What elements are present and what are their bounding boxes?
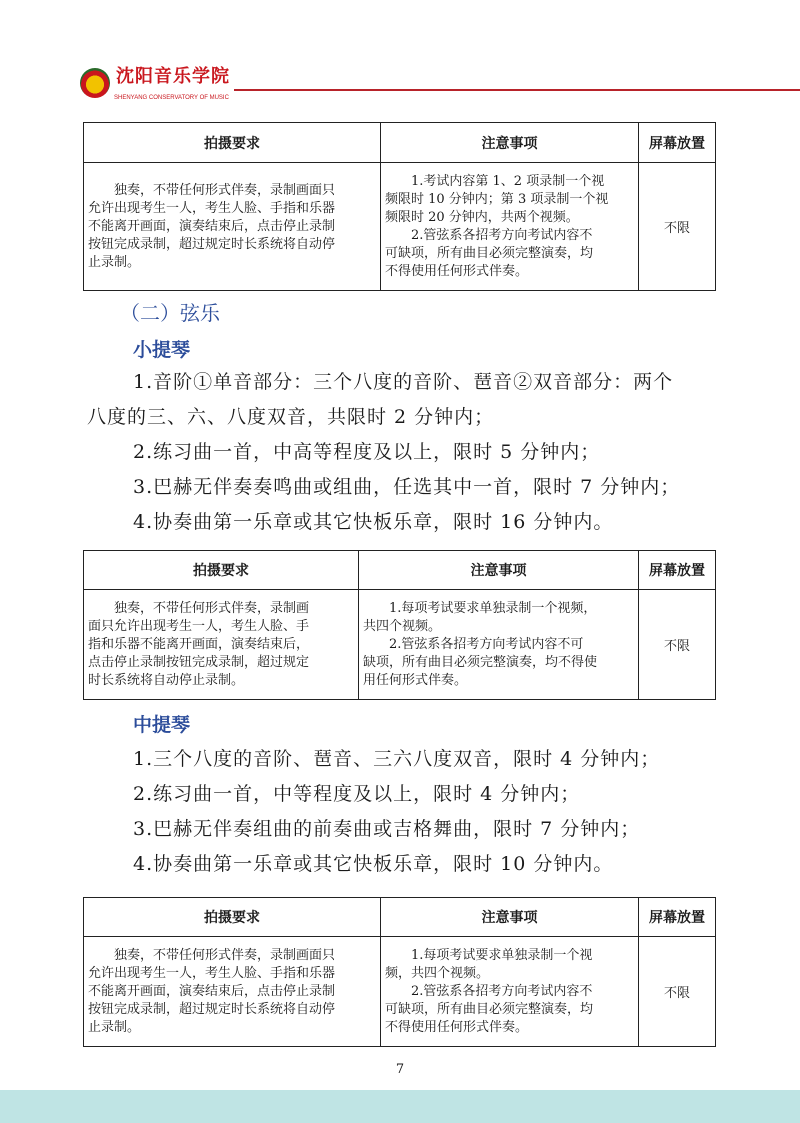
violin-line: 八度的三、六、八度双音，共限时 2 分钟内； (87, 406, 495, 428)
cell-line: 2.管弦系各招考方向考试内容不 (385, 227, 593, 243)
cell-line: 可缺项，所有曲目必须完整演奏，均 (385, 245, 594, 261)
violin-line: 4.协奏曲第一乐章或其它快板乐章，限时 16 分钟内。 (133, 511, 614, 533)
header-screen: 屏幕放置 (639, 123, 716, 163)
cell-notes (381, 163, 639, 291)
cell-line: 独奏，不带任何形式伴奏，录制画 (88, 600, 310, 616)
requirements-table-3 (83, 897, 716, 1047)
cell-line: 不能离开画面，演奏结束后，点击停止录制 (88, 983, 336, 999)
viola-line: 3.巴赫无伴奏组曲的前奏曲或吉格舞曲，限时 7 分钟内； (133, 818, 641, 840)
cell-notes (381, 937, 639, 1047)
cell-line: 1.考试内容第 1、2 项录制一个视 (385, 173, 605, 189)
header-shooting: 拍摄要求 (84, 898, 381, 937)
requirements-table-1 (83, 122, 716, 291)
viola-line: 2.练习曲一首，中等程度及以上，限时 4 分钟内； (133, 783, 581, 805)
cell-shooting (84, 937, 381, 1047)
cell-notes (359, 590, 639, 700)
cell-line: 频，共四个视频。 (385, 965, 490, 981)
violin-requirements (87, 365, 680, 540)
header-screen: 屏幕放置 (639, 898, 716, 937)
violin-heading: 小提琴 (133, 339, 191, 361)
violin-line: 1.音阶①单音部分：三个八度的音阶、琶音②双音部分：两个 (133, 371, 674, 393)
cell-line: 止录制。 (88, 254, 141, 270)
viola-requirements (87, 742, 660, 882)
cell-line: 允许出现考生一人，考生人脸、手指和乐器 (88, 200, 336, 216)
cell-line: 独奏，不带任何形式伴奏，录制画面只 (88, 947, 336, 963)
header-divider (234, 89, 800, 91)
cell-line: 频限时 10 分钟内；第 3 项录制一个视 (385, 191, 609, 207)
cell-line: 独奏，不带任何形式伴奏，录制画面只 (88, 182, 336, 198)
cell-line: 用任何形式伴奏。 (363, 672, 468, 688)
section-heading: （二）弦乐 (120, 301, 220, 325)
header-notes: 注意事项 (381, 898, 639, 937)
cell-line: 频限时 20 分钟内，共两个视频。 (385, 209, 579, 225)
cell-screen: 不限 (639, 590, 716, 700)
cell-line: 1.每项考试要求单独录制一个视 (385, 947, 593, 963)
cell-screen: 不限 (639, 163, 716, 291)
cell-line: 不能离开画面，演奏结束后，点击停止录制 (88, 218, 336, 234)
requirements-table-2 (83, 550, 716, 700)
violin-line: 2.练习曲一首，中高等程度及以上，限时 5 分钟内； (133, 441, 601, 463)
page-number: 7 (395, 1062, 405, 1077)
header-shooting: 拍摄要求 (84, 123, 381, 163)
cell-line: 2.管弦系各招考方向考试内容不 (385, 983, 593, 999)
cell-line: 按钮完成录制，超过规定时长系统将自动停 (88, 1001, 336, 1017)
cell-screen: 不限 (639, 937, 716, 1047)
viola-heading: 中提琴 (133, 714, 191, 736)
cell-line: 按钮完成录制，超过规定时长系统将自动停 (88, 236, 336, 252)
cell-shooting (84, 590, 359, 700)
viola-line: 4.协奏曲第一乐章或其它快板乐章，限时 10 分钟内。 (133, 853, 614, 875)
header-screen: 屏幕放置 (639, 551, 716, 590)
logo-english-name: SHENYANG CONSERVATORY OF MUSIC (114, 95, 229, 101)
violin-line: 3.巴赫无伴奏奏鸣曲或组曲，任选其中一首，限时 7 分钟内； (133, 476, 681, 498)
cell-line: 允许出现考生一人，考生人脸、手指和乐器 (88, 965, 336, 981)
cell-line: 1.每项考试要求单独录制一个视频， (363, 600, 597, 616)
viola-line: 1.三个八度的音阶、琶音、三六八度双音，限时 4 分钟内； (133, 748, 661, 770)
header-shooting: 拍摄要求 (84, 551, 359, 590)
cell-line: 2.管弦系各招考方向考试内容不可 (363, 636, 584, 652)
logo-chinese-name: 沈阳音乐学院 (116, 66, 230, 87)
cell-line: 指和乐器不能离开画面，演奏结束后， (88, 636, 310, 652)
cell-line: 止录制。 (88, 1019, 141, 1035)
cell-line: 时长系统将自动停止录制。 (88, 672, 245, 688)
cell-line: 缺项，所有曲目必须完整演奏，均不得使 (363, 654, 598, 670)
header-notes: 注意事项 (381, 123, 639, 163)
cell-line: 可缺项，所有曲目必须完整演奏，均 (385, 1001, 594, 1017)
logo-emblem-icon (80, 68, 110, 98)
cell-line: 不得使用任何形式伴奏。 (385, 1019, 529, 1035)
footer-band (0, 1090, 800, 1123)
cell-line: 面只允许出现考生一人，考生人脸、手 (88, 618, 310, 634)
cell-line: 点击停止录制按钮完成录制，超过规定 (88, 654, 310, 670)
header-notes: 注意事项 (359, 551, 639, 590)
cell-shooting (84, 163, 381, 291)
school-logo (80, 66, 230, 106)
cell-line: 不得使用任何形式伴奏。 (385, 263, 529, 279)
cell-line: 共四个视频。 (363, 618, 442, 634)
